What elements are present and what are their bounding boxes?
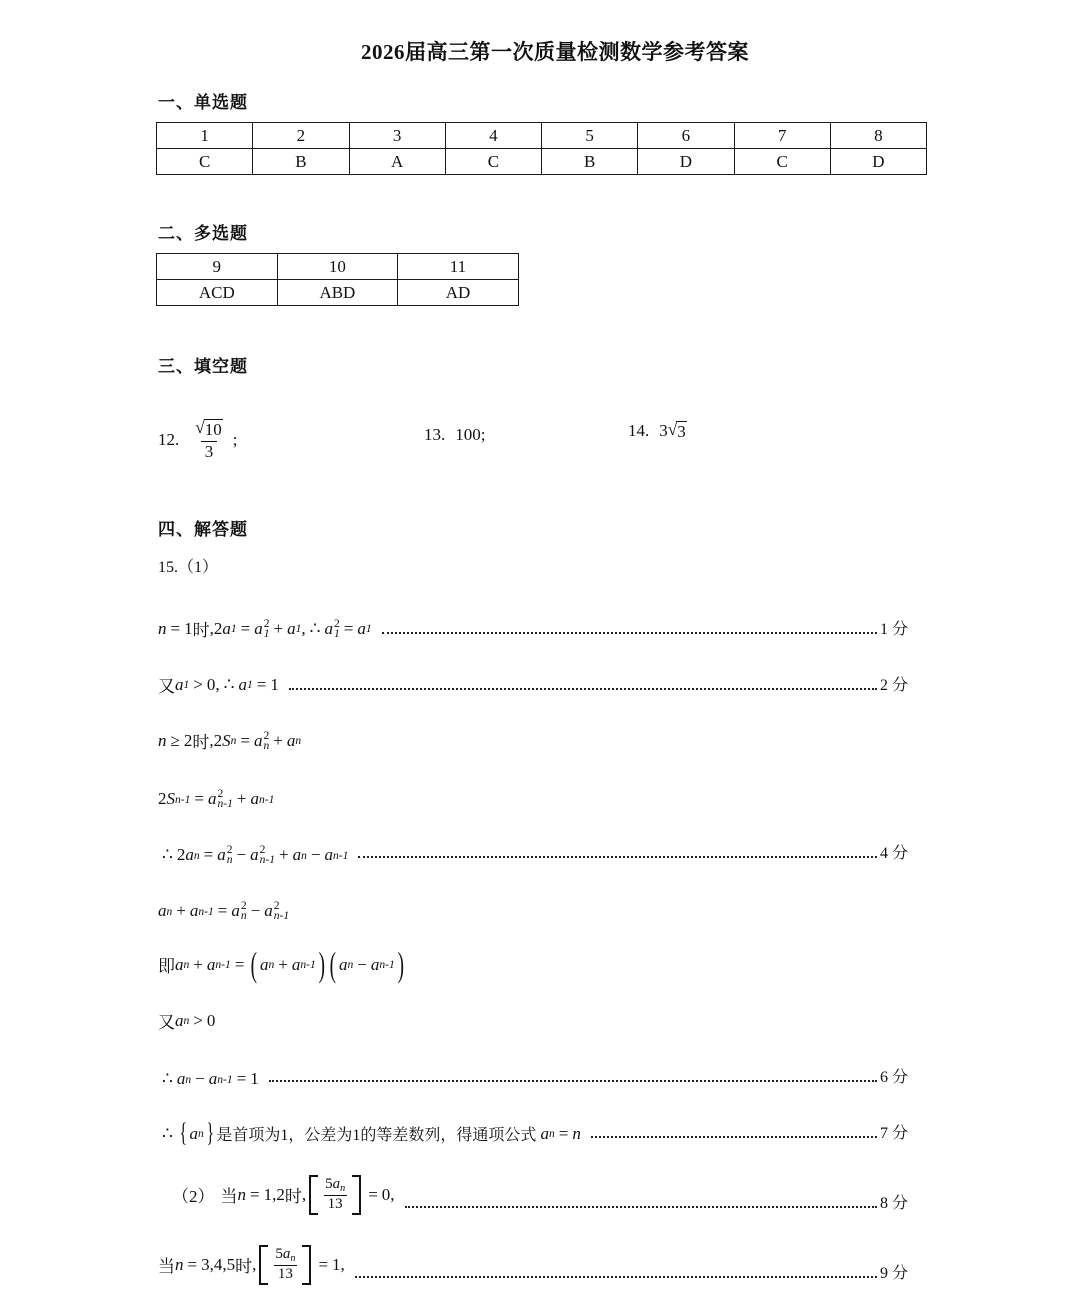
math-sub-n: n <box>185 1072 192 1086</box>
math-sub-1: 1 <box>365 622 372 635</box>
math-sub-n-minus-1: n-1 <box>332 848 349 862</box>
solution-line-6 <box>158 865 908 921</box>
math-comma: , <box>215 674 220 694</box>
fill-blank-label-12: 12. <box>158 429 180 449</box>
math-var-a: a <box>189 1123 198 1143</box>
math-sub-n: n <box>295 734 302 747</box>
math-eq: = <box>343 618 354 638</box>
single-choice-answer-table <box>156 122 927 175</box>
math-minus: − <box>310 845 321 864</box>
marks-label: 9 分 <box>879 1265 908 1282</box>
math-var-a: a <box>292 845 302 864</box>
math-cn-you: 又 <box>158 677 175 696</box>
math-sup-2: 2 <box>273 899 280 913</box>
page-title: 2026届高三第一次质量检测数学参考答案 <box>361 40 749 64</box>
paren-right: ) <box>397 944 404 984</box>
math-var-n: n <box>175 1254 184 1274</box>
math-therefore: ∴ <box>223 674 235 694</box>
table-cell-answer: D <box>638 149 734 175</box>
math-eq: = <box>236 1069 247 1088</box>
math-cn-ji: 即 <box>158 957 175 976</box>
paren-left: ( <box>329 944 337 984</box>
math-plus: + <box>278 845 289 864</box>
table-row-numbers <box>157 123 927 149</box>
table-cell-answer: D <box>830 149 926 175</box>
math-sub-n-minus-1: n-1 <box>215 958 231 971</box>
table-cell-answer: C <box>445 149 541 175</box>
math-var-S: S <box>222 730 231 750</box>
math-num-5: 5 <box>275 1245 283 1262</box>
math-num-2: 2 <box>213 730 223 750</box>
part-label-2: （2） <box>172 1187 215 1207</box>
table-cell-number: 10 <box>277 254 398 280</box>
fraction-numerator <box>321 1177 349 1196</box>
math-var-a: a <box>286 730 296 750</box>
math-num-0: 0 <box>206 674 216 694</box>
solution-line-4 <box>158 753 908 809</box>
math-var-a: a <box>357 618 366 638</box>
math-comma: , <box>301 618 306 638</box>
table-row-answers <box>157 280 519 306</box>
fill-blank-value-13: 100; <box>455 425 486 444</box>
solution-expression <box>158 1245 345 1285</box>
math-var-a: a <box>217 845 226 864</box>
radical-icon <box>195 419 223 440</box>
math-var-a: a <box>250 845 259 864</box>
math-sub-n: n <box>240 909 247 922</box>
table-cell-number: 5 <box>542 123 638 149</box>
math-sub-n: n <box>166 904 173 918</box>
math-eq: = <box>217 901 228 920</box>
dotted-leader <box>382 632 877 634</box>
solution-line-11 <box>158 1145 908 1215</box>
marks-label: 2 分 <box>879 677 908 694</box>
math-cn-dang: 当 <box>220 1187 238 1207</box>
section-heading-solution: 四、解答题 <box>158 520 248 539</box>
math-var-a: a <box>253 730 263 750</box>
marks-label: 8 分 <box>879 1195 908 1212</box>
fill-blank-coefficient-14: 3 <box>659 421 668 441</box>
math-sub-n: n <box>347 958 354 971</box>
math-supsub <box>217 789 233 809</box>
table-cell-answer: B <box>253 149 349 175</box>
math-var-a: a <box>291 954 301 974</box>
math-var-n: n <box>237 1184 246 1204</box>
fill-blank-answers-row <box>158 411 1080 471</box>
math-num-5: 5 <box>325 1175 333 1192</box>
math-var-a: a <box>259 954 269 974</box>
table-cell-answer: B <box>542 149 638 175</box>
math-num-2: 2 <box>176 845 186 864</box>
math-eq: = <box>203 845 214 864</box>
math-sup-2: 2 <box>226 843 233 857</box>
table-cell-answer: AD <box>398 280 519 306</box>
math-var-a: a <box>264 901 273 920</box>
math-supsub <box>273 901 289 921</box>
floor-bracket-group <box>259 1245 311 1285</box>
fraction-sqrt10-over-3 <box>191 419 227 460</box>
solution-expression <box>158 672 279 697</box>
math-sup-2: 2 <box>263 616 270 630</box>
math-var-a: a <box>540 1123 549 1143</box>
math-var-a: a <box>158 901 167 920</box>
math-sub-n-minus-1: n-1 <box>198 904 214 918</box>
radical-sign: √ <box>195 418 205 437</box>
table-cell-number: 11 <box>398 254 519 280</box>
math-sub-1: 1 <box>295 622 302 635</box>
math-cn-shi: 时 <box>192 733 210 752</box>
math-comma: , <box>209 730 214 750</box>
math-var-n: n <box>158 618 167 638</box>
math-sup-2: 2 <box>333 616 340 630</box>
math-num-2: 2 <box>183 730 193 750</box>
solution-expression <box>158 1069 259 1089</box>
math-supsub <box>333 616 340 640</box>
math-sub-n-minus-1: n-1 <box>259 853 275 866</box>
math-sup-2: 2 <box>217 787 224 801</box>
section-heading-multi-choice: 二、多选题 <box>158 224 248 243</box>
fraction-denominator: 3 <box>201 441 218 461</box>
dotted-leader <box>355 1276 877 1278</box>
radical-icon <box>668 421 687 442</box>
math-plus: + <box>278 954 288 974</box>
fraction-denominator: 13 <box>274 1265 297 1283</box>
dotted-leader <box>269 1080 877 1082</box>
math-var-a: a <box>206 954 216 974</box>
math-sub-n: n <box>268 958 275 971</box>
math-num-0: 0 <box>206 1010 216 1030</box>
math-sub-n: n <box>197 1127 204 1140</box>
bracket-left <box>309 1175 318 1215</box>
table-cell-answer: ACD <box>157 280 278 306</box>
table-cell-number: 3 <box>349 123 445 149</box>
solution-line-5 <box>158 809 908 865</box>
math-cn-you: 又 <box>158 1013 175 1032</box>
solution-line-12 <box>158 1215 908 1285</box>
math-sub-n-minus-1: n-1 <box>300 958 316 971</box>
table-cell-answer: C <box>157 149 253 175</box>
math-result: 1, <box>332 1254 345 1274</box>
math-plus: + <box>273 618 284 638</box>
math-comma: , <box>209 618 214 638</box>
table-cell-number: 6 <box>638 123 734 149</box>
math-sub-n: n <box>301 848 307 862</box>
bracket-content <box>318 1175 352 1215</box>
math-cn-dang: 当 <box>158 1257 175 1277</box>
math-sup-2: 2 <box>240 899 247 913</box>
math-ge: ≥ <box>170 730 180 750</box>
radicand: 10 <box>204 420 222 439</box>
table-cell-number: 9 <box>157 254 278 280</box>
sequence-description-text: 是首项为1，公差为1的等差数列，得通项公式 <box>216 1127 537 1144</box>
fill-blank-trailer-12: ; <box>232 429 238 449</box>
multi-choice-answer-table <box>156 253 519 306</box>
solution-expression <box>172 1175 395 1215</box>
table-cell-number: 2 <box>253 123 349 149</box>
solution-line-8 <box>158 977 908 1033</box>
solution-expression <box>158 616 372 641</box>
math-sub-n: n <box>548 1127 555 1140</box>
section-heading-fill-blank: 三、填空题 <box>158 357 248 376</box>
math-sub-1: 1 <box>183 678 190 691</box>
math-var-n: n <box>158 730 167 750</box>
fraction-numerator <box>191 419 227 441</box>
math-eq: = <box>256 674 267 694</box>
solution-line-3 <box>158 697 908 753</box>
table-cell-number: 4 <box>445 123 541 149</box>
table-cell-number: 7 <box>734 123 830 149</box>
math-sub-n: n <box>183 958 190 971</box>
math-sub-n-minus-1: n-1 <box>259 792 275 806</box>
math-comma: , <box>252 1254 257 1274</box>
math-var-a: a <box>175 1010 184 1030</box>
math-var-a: a <box>370 954 380 974</box>
math-cn-shi: 时 <box>192 621 210 640</box>
marks-label: 4 分 <box>879 845 908 862</box>
paren-left: ( <box>250 944 258 984</box>
math-n-values: 1,2 <box>263 1184 285 1204</box>
math-num-2: 2 <box>158 789 167 808</box>
math-sub-n-minus-1: n-1 <box>175 792 191 806</box>
math-var-a: a <box>208 789 217 808</box>
fill-blank-label-14: 14. <box>628 421 650 441</box>
table-cell-answer: C <box>734 149 830 175</box>
math-sub-n: n <box>230 734 237 747</box>
marks-label: 6 分 <box>879 1069 908 1086</box>
math-num-1: 1 <box>250 1069 259 1088</box>
dotted-leader <box>358 856 877 858</box>
solution-expression <box>158 728 301 753</box>
math-eq: = <box>234 954 245 974</box>
math-sub-1: 1 <box>246 678 253 691</box>
solution-expression <box>158 944 406 984</box>
math-sub-n: n <box>226 853 233 866</box>
solution-line-7 <box>158 921 908 984</box>
paren-right: ) <box>318 944 325 984</box>
math-eq: = <box>194 789 204 808</box>
math-plus: + <box>273 730 283 750</box>
math-therefore: ∴ <box>162 1069 173 1088</box>
math-var-a: a <box>222 618 231 638</box>
math-sub-n: n <box>193 848 200 862</box>
math-var-a: a <box>231 901 240 920</box>
math-cn-shi: 时 <box>284 1187 302 1207</box>
math-sub-n-minus-1: n-1 <box>217 797 233 810</box>
table-cell-answer: ABD <box>277 280 398 306</box>
math-supsub <box>240 901 247 921</box>
bracket-right <box>302 1245 311 1285</box>
math-eq: = <box>170 618 181 638</box>
math-eq: = <box>250 1184 260 1204</box>
math-cn-shi: 时 <box>235 1257 253 1277</box>
math-eq: = <box>558 1123 569 1143</box>
math-var-S: S <box>166 789 175 808</box>
solution-expression <box>158 845 348 865</box>
math-var-a: a <box>176 1069 186 1088</box>
math-var-a: a <box>287 618 296 638</box>
math-var-a: a <box>250 789 259 808</box>
solution-line-1 <box>158 585 908 641</box>
math-supsub <box>262 728 270 752</box>
math-eq: = <box>368 1184 378 1204</box>
fraction-denominator: 13 <box>324 1195 347 1213</box>
section-heading-single-choice: 一、单选题 <box>158 93 248 112</box>
solution-line-2 <box>158 641 908 697</box>
math-plus: + <box>236 789 247 808</box>
math-eq: = <box>318 1254 329 1274</box>
math-minus: − <box>250 901 261 920</box>
table-cell-number: 1 <box>157 123 253 149</box>
fill-blank-label-13: 13. <box>424 425 446 444</box>
math-supsub <box>259 845 275 865</box>
math-eq: = <box>240 618 251 638</box>
math-var-a: a <box>324 845 333 864</box>
math-n-values: 3,4,5 <box>201 1254 236 1274</box>
math-minus: − <box>236 845 247 864</box>
math-minus: − <box>357 954 367 974</box>
math-sub-1: 1 <box>263 626 270 640</box>
math-num-1: 1 <box>184 618 193 638</box>
math-num-2: 2 <box>213 618 223 638</box>
bracket-content <box>268 1245 302 1285</box>
radical-sign: √ <box>667 420 678 439</box>
math-sub-n: n <box>183 1014 190 1027</box>
math-var-a: a <box>175 674 184 694</box>
fraction-5an-over-13 <box>321 1177 349 1213</box>
brace-left: { <box>179 1118 187 1148</box>
bracket-left <box>259 1245 268 1285</box>
solution-expression <box>158 789 274 809</box>
math-var-a: a <box>254 618 263 638</box>
math-plus: + <box>176 901 186 920</box>
table-row-numbers <box>157 254 519 280</box>
math-minus: − <box>195 1069 205 1088</box>
math-var-a: a <box>189 901 199 920</box>
marks-label: 1 分 <box>879 621 908 638</box>
fill-blank-item-12 <box>158 419 238 460</box>
math-sub-n-minus-1: n-1 <box>217 1072 233 1086</box>
brace-right: } <box>206 1118 214 1148</box>
solution-line-9 <box>158 1033 908 1089</box>
math-gt: > <box>193 1010 203 1030</box>
math-therefore: ∴ <box>162 845 173 864</box>
math-sup-2: 2 <box>259 843 266 857</box>
math-var-a: a <box>175 954 184 974</box>
fraction-5an-over-13 <box>271 1247 299 1283</box>
math-num-1: 1 <box>270 674 279 694</box>
dotted-leader <box>289 688 877 690</box>
solution-line-10 <box>158 1089 908 1148</box>
table-row-answers <box>157 149 927 175</box>
math-comma: , <box>301 1184 307 1204</box>
table-cell-answer: A <box>349 149 445 175</box>
math-sub-n: n <box>290 1252 296 1264</box>
math-eq: = <box>187 1254 198 1274</box>
solution-expression <box>158 1118 581 1148</box>
math-var-a: a <box>185 845 194 864</box>
math-var-a: a <box>332 1175 341 1192</box>
math-var-a: a <box>338 954 348 974</box>
math-supsub <box>263 616 270 640</box>
fill-blank-item-14 <box>628 421 687 442</box>
math-sub-n-minus-1: n-1 <box>273 909 290 922</box>
math-therefore: ∴ <box>309 618 321 638</box>
math-var-a: a <box>324 618 333 638</box>
dotted-leader <box>591 1136 877 1138</box>
math-sub-n-minus-1: n-1 <box>379 958 395 971</box>
math-var-a: a <box>282 1245 291 1262</box>
floor-bracket-group <box>309 1175 361 1215</box>
solution-expression <box>158 1008 215 1033</box>
solution-expression <box>158 901 289 921</box>
fill-blank-item-13 <box>424 425 485 445</box>
math-sup-2: 2 <box>263 728 270 742</box>
math-var-a: a <box>238 674 247 694</box>
math-sub-n: n <box>340 1182 346 1194</box>
marks-label: 7 分 <box>879 1125 908 1142</box>
math-plus: + <box>193 954 203 974</box>
bracket-right <box>352 1175 361 1215</box>
question-label-15: 15.（1） <box>158 559 219 576</box>
math-therefore: ∴ <box>162 1123 173 1143</box>
radicand: 3 <box>677 422 686 441</box>
math-result: 0, <box>381 1184 395 1204</box>
dotted-leader <box>405 1206 877 1208</box>
math-sub-1: 1 <box>230 622 237 635</box>
fraction-numerator <box>271 1247 299 1266</box>
math-sub-1: 1 <box>333 626 340 640</box>
math-eq: = <box>240 730 250 750</box>
math-gt: > <box>193 674 203 694</box>
math-var-n: n <box>572 1123 581 1143</box>
solution-body <box>158 554 1080 1285</box>
math-var-a: a <box>208 1069 218 1088</box>
math-supsub <box>226 845 233 865</box>
table-cell-number: 8 <box>830 123 926 149</box>
math-sub-n: n <box>263 738 270 752</box>
